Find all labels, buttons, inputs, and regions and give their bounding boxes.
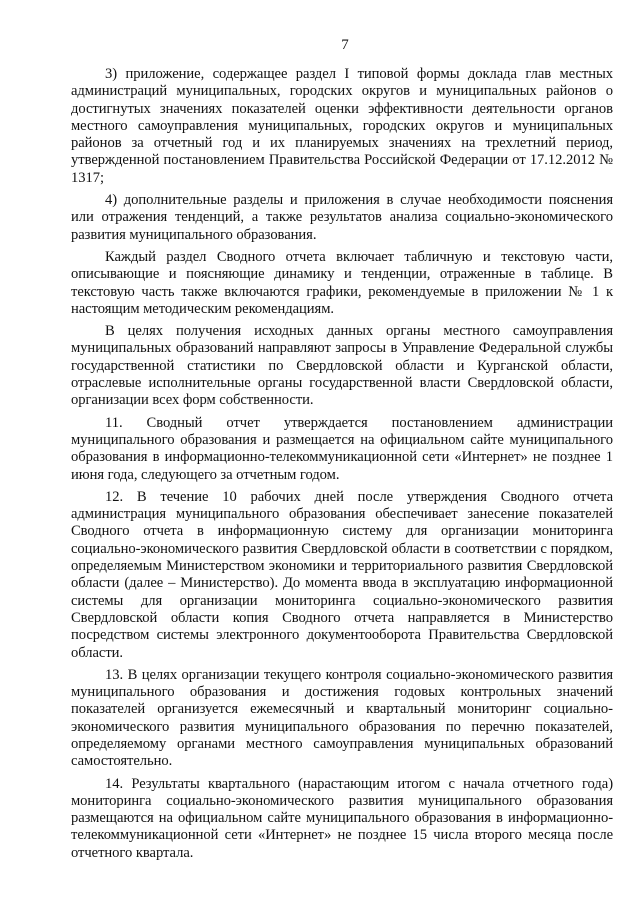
document-page (71, 36, 613, 867)
paragraph-11-report-approval: 11. Сводный отчет утверждается постановлением администрации муниципального образования и размещается на официальном сайте муниципального образования в информационно-телекоммуникационной сети «Интернет» не позднее 1 июня года, следующего за отчетным годом. (71, 414, 613, 483)
paragraph-14-quarterly-results: 14. Результаты квартального (нарастающим итогом с начала отчетного года) мониторинга социально-экономического развития муниципального образования размещаются на официальном сайте муниципального образования в информационно-телекоммуникационной сети «Интернет» не позднее 15 числа второго месяца после отчетного квартала. (71, 775, 613, 861)
paragraph-12-information-system: 12. В течение 10 рабочих дней после утверждения Сводного отчета администрация муниципального образования обеспечивает занесение показателей Сводного отчета в информационную систему для организации мониторинга социально-экономического развития Свердловской области в соответствии с порядком, определяемым Министерством экономики и территориального развития Свердловской области (далее – Министерство). До момента ввода в эксплуатацию информационной системы для организации мониторинга социально-экономического развития Свердловской области копия Сводного отчета направляется в Министерство посредством системы электронного документооборота Правительства Свердловской области. (71, 488, 613, 661)
paragraph-report-structure: Каждый раздел Сводного отчета включает табличную и текстовую части, описывающие и поясняющие динамику и тенденции, отраженные в таблице. В текстовую часть также включаются графики, рекомендуемые в приложении № 1 к настоящим методическим рекомендациям. (71, 248, 613, 317)
paragraph-13-monitoring: 13. В целях организации текущего контроля социально-экономического развития муниципального образования и достижения годовых контрольных значений показателей организуется ежемесячный и квартальный мониторинг социально-экономического развития муниципального образования по перечню показателей, определяемому органами местного самоуправления муниципальных образований самостоятельно. (71, 666, 613, 770)
paragraph-item-4-additional-sections: 4) дополнительные разделы и приложения в случае необходимости пояснения или отражения тенденций, а также результатов анализа социально-экономического развития муниципального образования. (71, 192, 613, 243)
page-number: 7 (341, 37, 349, 53)
paragraph-item-3-appendix: 3) приложение, содержащее раздел I типовой формы доклада глав местных администраций муниципальных, городских округов и муниципальных районов о достигнутых значениях показателей оценки эффективности деятельности органов местного самоуправления муниципальных, городских округов и муниципальных районов за отчетный год и их планируемых значениях на трехлетний период, утвержденной постановлением Правительства Российской Федерации от 17.12.2012 № 1317; (71, 66, 613, 186)
paragraph-source-data: В целях получения исходных данных органы местного самоуправления муниципальных образований направляют запросы в Управление Федеральной службы государственной статистики по Свердловской области и Курганской области, отраслевые исполнительные органы государственной власти Свердловской области, организации всех форм собственности. (71, 323, 613, 409)
